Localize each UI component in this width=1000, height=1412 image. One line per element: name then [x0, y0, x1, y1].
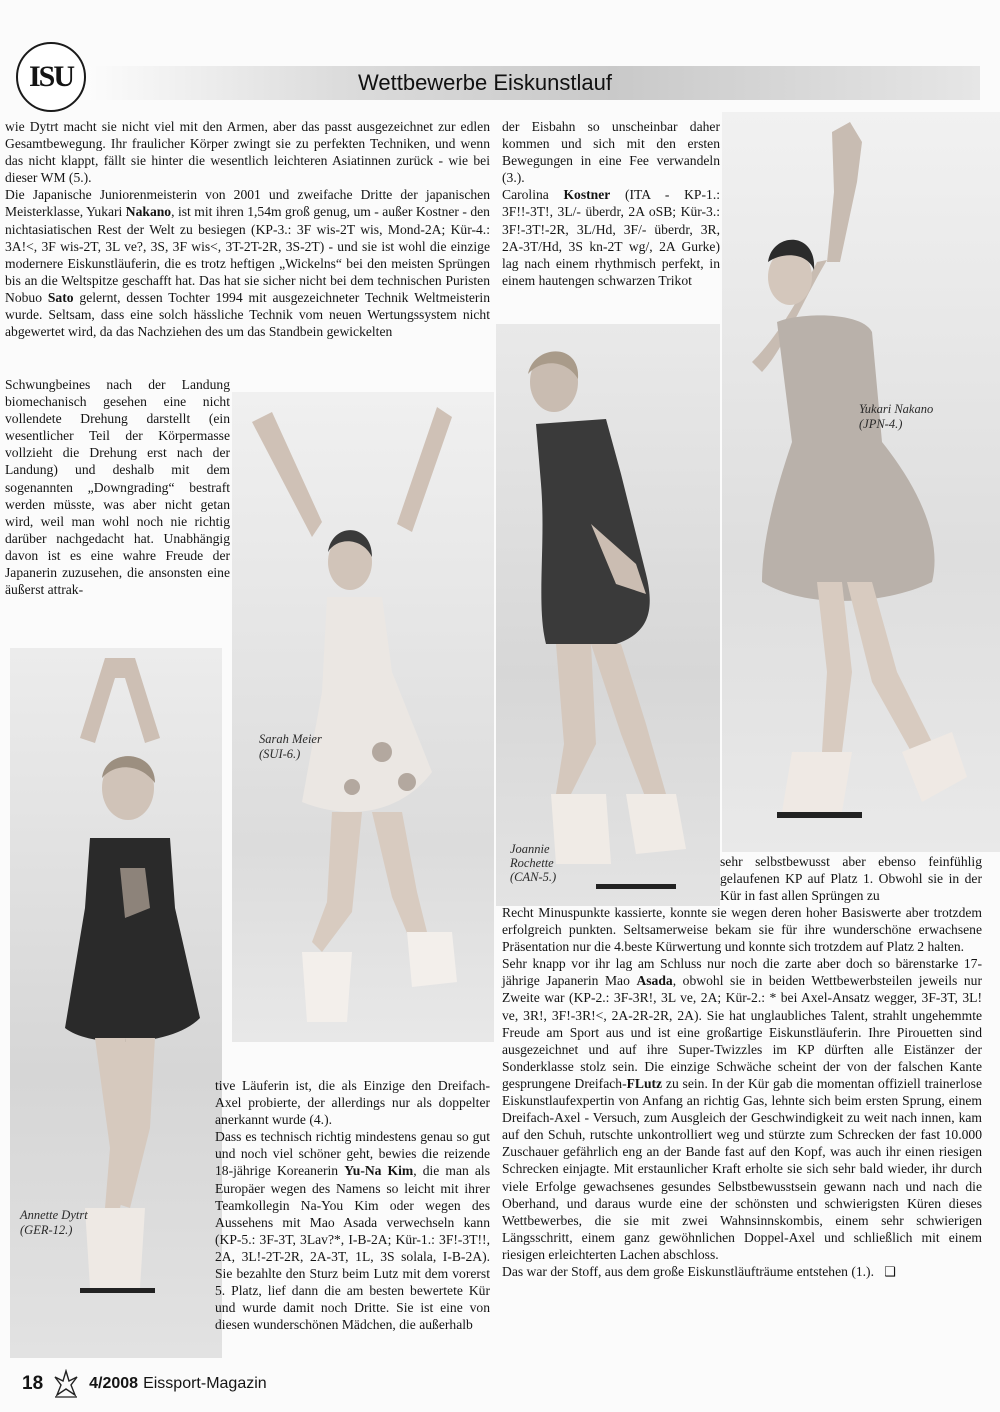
paragraph — [502, 1263, 982, 1281]
col1-text — [5, 118, 490, 340]
footer — [22, 1369, 267, 1399]
skater-silhouette — [722, 112, 1000, 852]
page-title: Wettbewerbe Eiskunstlauf — [358, 70, 612, 95]
text-run: zu sein. In der Kür gab die momentan offiziell trainerlose Eiskunstlaufexpertin von Anfang an richtig Gas, lehnte sich beim ersten Sprung, einem Dreifach-Axel - Versuch, zum Ausgleich der Geschwindigkeit zu weit nach innen, kam auf den Schuh, rutschte unkontrolliert weg und stürzte zum Schrecken der fast 10.000 Zuschauer gefährlich eng an der Bande fast auf den Kopf, was auch ihr einen riesigen Schrecken einjagte. Mit erstaunlicher Kraft erholte sie sich sehr bald wieder, ihr durch viele Erfolge gewachsenes gesundes Selbstbewusstsein gewann nach und nach die Oberhand, und daraus wurde eine der schönsten und schwierigsten Küren dieses Wettbewerbes, die sie mit zwei Wahnsinnskombis, einem sehr schwierigen Längsschritt, einem ganz gewöhnlichen Doppel-Axel und schließlich mit einem riesigen erleichterten Lachen abschloss. — [502, 1075, 982, 1262]
name-bold: Kostner — [563, 187, 611, 203]
paragraph — [215, 1128, 490, 1333]
caption-code: (GER-12.) — [20, 1223, 73, 1237]
name-bold: FLutz — [626, 1075, 663, 1091]
photo-annette-dytrt — [10, 648, 222, 1358]
caption-name: Yukari Nakano — [859, 402, 934, 416]
col2-text — [502, 118, 720, 289]
name-bold: Sato — [47, 289, 74, 305]
caption-name: Sarah Meier — [259, 732, 322, 746]
eissport-logo-icon — [53, 1369, 79, 1399]
photo-yukari-nakano — [722, 112, 1000, 852]
paragraph: wie Dytrt macht sie nicht viel mit den Armen, aber das passt ausgezeichnet zur edlen Gesamtbewegung. Ihr fraulicher Körper zwingt sie zu perfekten Techniken, und wenn das nicht klappt, fällt sie hinter die wesentlich leichteren Asiatinnen zurück - wie bei dieser WM (5.). — [5, 119, 490, 186]
paragraph: sehr selbstbewusst aber ebenso feinfühlig gelaufenen KP auf Platz 1. Obwohl sie in der Kür in fast allen Sprüngen zu — [720, 854, 982, 904]
col1-text-narrow — [5, 376, 230, 598]
name-bold: Yu-Na Kim — [344, 1163, 414, 1179]
text-run: Sehr knapp vor ihr lag am Schluss nur noch die zarte aber doch so bärenstarke 17-jährige Japanerin Mao — [502, 956, 982, 989]
text-run: Carolina — [502, 187, 564, 203]
isu-logo — [16, 42, 86, 112]
lower-right-text-narrow — [720, 853, 982, 904]
caption-name: Joannie — [510, 842, 550, 856]
paragraph: Recht Minuspunkte kassierte, konnte sie wegen deren hoher Basiswerte aber trotzdem erfolgreich punkten. Seltsamerweise bekam sie für ihre wunderschöne erwachsene Präsentation nur die 4.beste Kürwertung und konnte sich trotzdem auf Platz 2 halten. — [502, 905, 982, 955]
lower-right-text — [502, 904, 982, 1281]
text-run: Dass es technisch richtig mindestens genau so gut und noch viel schöner geht, bewies die reizende 18-jährige Koreanerin — [215, 1129, 490, 1179]
caption-yukari — [859, 402, 933, 432]
text-run: gelernt, dessen Tochter 1994 mit ausgezeichneter Technik Weltmeisterin wurde. Seltsam, dass eine solch hässliche Technik vom neuen Wertungssystem nicht abgewertet wird, da das Nachziehen des um das Standbein gewickelten — [5, 289, 491, 340]
paragraph — [502, 955, 982, 1263]
photo-sarah-meier — [232, 392, 494, 1042]
skater-silhouette — [10, 648, 222, 1358]
caption-name: Rochette — [510, 856, 554, 870]
end-mark-icon: ❑ — [884, 1264, 896, 1280]
name-bold: Asada — [636, 973, 673, 989]
paragraph — [5, 186, 490, 340]
photo-joannie-rochette — [496, 324, 720, 906]
skater-silhouette — [496, 324, 720, 906]
caption-code: (CAN-5.) — [510, 870, 557, 884]
text-run: Das war der Stoff, aus dem große Eiskunstläufträume entstehen (1.). — [502, 1263, 874, 1279]
text-run: , die man als Europäer wegen des Namens so leicht mit ihrer Teamkollegin Na-You Kim oder wegen des Aussehens mit Mao Asada verwechseln kann (KP-5.: 3F-3T, 3Lav?*, I-B-2A; Kür-1.: 3F!-3T!!, 2A, 3L!-2T-2R, 2A-3T, 1L, 3S solala, I-B-2A). Sie bezahlte den Sturz beim Lutz mit dem vorerst 5. Platz, lief dann die am besten bewertete Kür und wurde damit noch Dritte. Sie ist eine von diesen wunderschönen Mädchen, die außerhalb — [215, 1163, 490, 1333]
issue-number: 4/2008 — [89, 1375, 139, 1392]
caption-annette — [20, 1208, 88, 1238]
magazine-name: Eissport-Magazin — [143, 1375, 267, 1392]
name-bold: Nakano — [125, 204, 172, 220]
lower-left-text — [215, 1077, 490, 1333]
isu-logo-text: ISU — [28, 60, 74, 93]
text-run: Die Japanische Juniorenmeisterin von 2001 und zweifache Dritte der japanischen Meisterklasse, Yukari — [5, 187, 490, 220]
text-run: , ist mit ihren 1,54m groß genug, um - außer Kostner - den nichtasiatischen Rest der Welt zu besiegen (KP-3.: 3F wis-2T wis, Mond-2A; Kür-4.: 3A!<, 3F wis-2T, 3L ve?, 3S, 3F wis<, 3T-2T-2R, 3S-2T) - und sie ist wohl die einzige modernere Eiskunstläuferin, die es trotz heftigen „Wickelns“ bei den meisten Sprüngen bis an die Weltspitze geschafft hat. Das hat sie sicher nicht bei dem technischen Puristen Nobuo — [5, 204, 490, 305]
caption-code: (SUI-6.) — [259, 747, 301, 761]
paragraph: Schwungbeines nach der Landung biomechanisch gesehen eine nicht vollendete Drehung darstellt (ein wesentlicher Teil der Körpermasse vollzieht die Drehung erst nach der Landung) und deshalb mit dem sogenannten „Downgrading“ bestraft werden müsste, was aber nicht getan wird, weil man wohl noch nie richtig darüber nachgedacht hat. Unabhängig davon ist es eine wahre Freude der Japanerin zuzusehen, die ansonsten eine äußerst attrak- — [5, 377, 230, 598]
paragraph: tive Läuferin ist, die als Einzige den Dreifach-Axel probierte, der allerdings nur als doppelter anerkannt wurde (4.). — [215, 1078, 490, 1128]
paragraph — [502, 186, 720, 289]
page-number: 18 — [22, 1373, 44, 1394]
text-run: (ITA - KP-1.: 3F!!-3T!, 3L/- überdr, 2A oSB; Kür-3.: 3F!-3T!-2R, 3L/Hd, 3F/- überdr, 3R, 2A-3T/Hd, 3S kn-2T wg/, 2A Gurke) lag nach einem rhythmisch perfekt, in einem hautengen schwarzen Trikot — [502, 187, 720, 288]
caption-joannie — [510, 842, 556, 884]
caption-sarah — [259, 732, 322, 762]
skater-silhouette — [232, 392, 494, 1042]
text-run: , obwohl sie in beiden Wettbewerbsteilen jeweils nur Zweite war (KP-2.: 3F-3R!, 3L ve, 2A; Kür-2.: * bei Axel-Ansatz wegger, 3F-3T, 3L! ve, 3R!, 3F!-3R!<, 2A-2R-2R, 2A). Sie hat unglaubliches Talent, strahlt ungehemmte Freude am Sport aus und ist eine großartige Eiskunstläuferin. Ihre Pirouetten sind ausgezeichnet und auf ihre Super-Twizzles im KP dürften alle Eistänzer der Sonderklasse stolz sein. Die einzige Schwäche scheint der von der falschen Kante gesprungene Dreifach- — [502, 973, 982, 1091]
caption-name: Annette Dytrt — [20, 1208, 88, 1222]
paragraph: der Eisbahn so unscheinbar daher kommen und sich mit den ersten Bewegungen in eine Fee verwandeln (3.). — [502, 119, 720, 186]
caption-code: (JPN-4.) — [859, 417, 903, 431]
